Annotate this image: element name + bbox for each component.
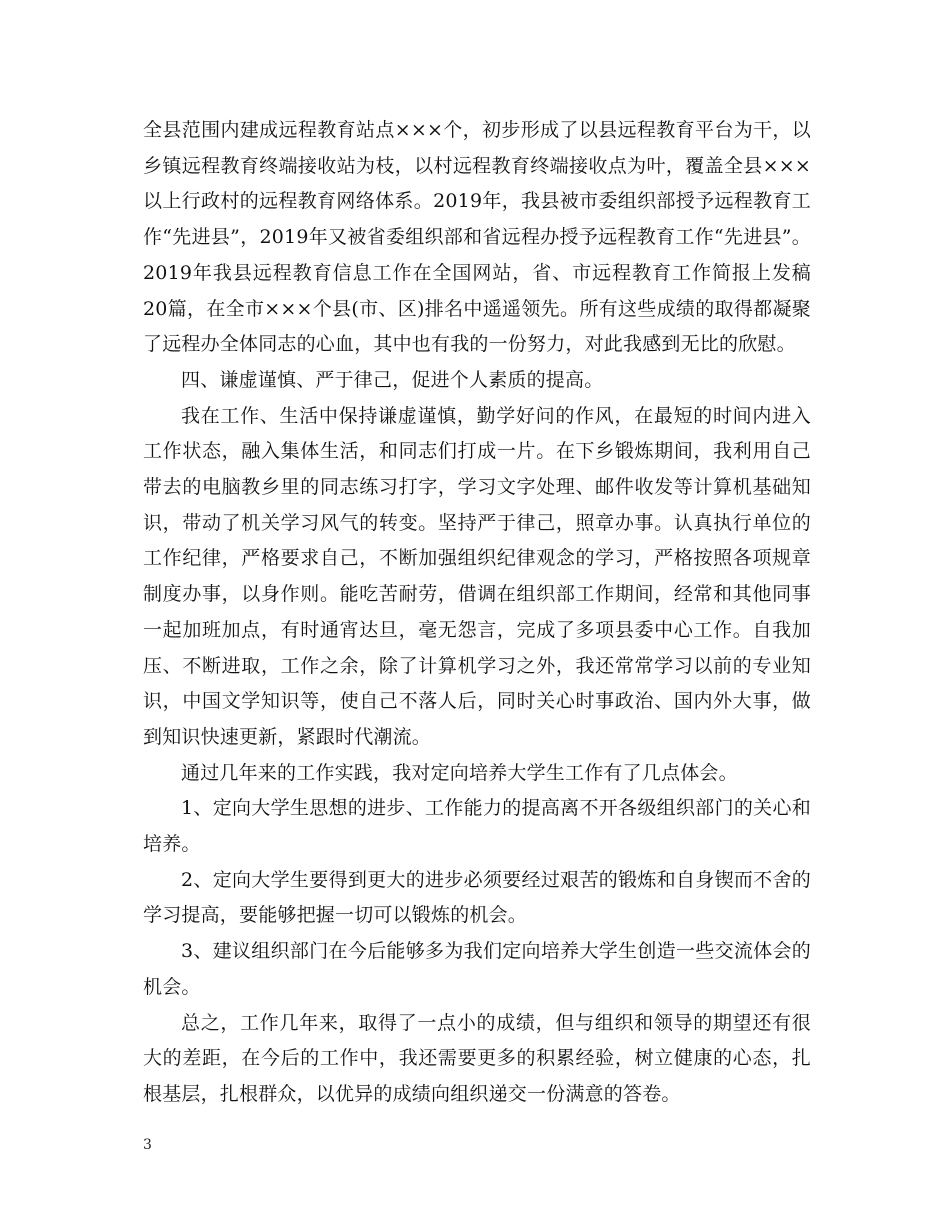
paragraph-conclusion: 总之，工作几年来，取得了一点小的成绩，但与组织和领导的期望还有很大的差距，在今后的工作中，我还需要更多的积累经验，树立健康的心态，扎根基层，扎根群众，以优异的成绩向组织递交一份满意的答卷。 [143,1011,811,1105]
paragraph-experience-intro: 通过几年来的工作实践，我对定向培养大学生工作有了几点体会。 [181,761,738,784]
list-item-experience-1: 1、定向大学生思想的进步、工作能力的提高离不开各级组织部门的关心和培养。 [143,797,811,856]
section-heading-four: 四、谦虚谨慎、严于律己，促进个人素质的提高。 [181,368,604,391]
list-item-experience-2: 2、定向大学生要得到更大的进步必须要经过艰苦的锻炼和自身锲而不舍的学习提高，要能够把握一切可以锻炼的机会。 [143,868,811,927]
document-body [143,113,811,1113]
list-item-experience-3: 3、建议组织部门在今后能够多为我们定向培养大学生创造一些交流体会的机会。 [143,940,811,998]
paragraph-personal-conduct: 我在工作、生活中保持谦虚谨慎，勤学好问的作风，在最短的时间内进入工作状态，融入集体生活，和同志们打成一片。在下乡锻炼期间，我利用自己带去的电脑教乡里的同志练习打字，学习文字处理、邮件收发等计算机基础知识，带动了机关学习风气的转变。坚持严于律己，照章办事。认真执行单位的工作纪律，严格要求自己，不断加强组织纪律观念的学习，严格按照各项规章制度办事，以身作则。能吃苦耐劳，借调在组织部工作期间，经常和其他同事一起加班加点，有时通宵达旦，毫无怨言，完成了多项县委中心工作。自我加压、不断进取，工作之余，除了计算机学习之外，我还常常学习以前的专业知识，中国文学知识等，使自己不落人后，同时关心时事政治、国内外大事，做到知识快速更新，紧跟时代潮流。 [143,404,811,748]
page-number: 3 [143,1137,152,1153]
paragraph-remote-education-achievements: 全县范围内建成远程教育站点×××个，初步形成了以县远程教育平台为干，以乡镇远程教育终端接收站为枝，以村远程教育终端接收点为叶，覆盖全县×××以上行政村的远程教育网络体系。2019年，我县被市委组织部授予远程教育工作“先进县”，2019年又被省委组织部和省远程办授予远程教育工作“先进县”。2019年我县远程教育信息工作在全国网站，省、市远程教育工作简报上发稿20篇，在全市×××个县(市、区)排名中遥遥领先。所有这些成绩的取得都凝聚了远程办全体同志的心血，其中也有我的一份努力，对此我感到无比的欣慰。 [143,119,811,356]
